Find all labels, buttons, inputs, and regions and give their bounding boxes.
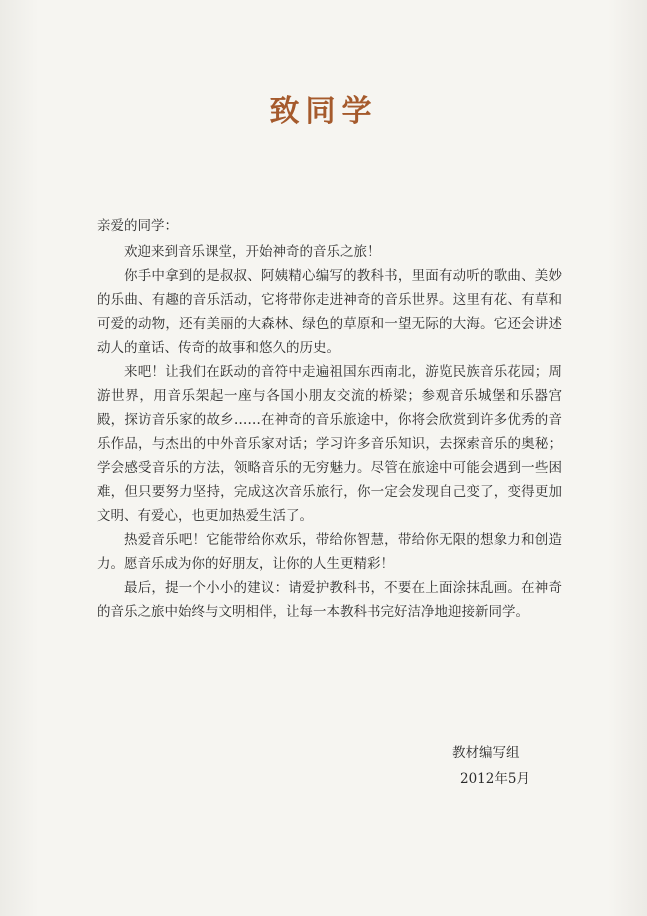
paragraph-music-journey: 来吧！让我们在跃动的音符中走遍祖国东西南北，游览民族音乐花园；周游世界，用音乐架起一座与各国小朋友交流的桥梁；参观音乐城堡和乐器宫殿，探访音乐家的故乡……在神奇的音乐旅途中，你将会欣赏到许多优秀的音乐作品，与杰出的中外音乐家对话；学习许多音乐知识，去探索音乐的奥秘；学会感受音乐的方法，领略音乐的无穷魅力。尽管在旅途中可能会遇到一些困难，但只要努力坚持，完成这次音乐旅行，你一定会发现自己变了，变得更加文明、有爱心，也更加热爱生活了。: [97, 364, 562, 524]
paragraph-textbook-intro: 你手中拿到的是叔叔、阿姨精心编写的教科书，里面有动听的歌曲、美妙的乐曲、有趣的音乐活动，它将带你走进神奇的音乐世界。这里有花、有草和可爱的动物，还有美丽的大森林、绿色的草原和一望无际的大海。它还会讲述动人的童话、传奇的故事和悠久的历史。: [97, 268, 562, 356]
signature-author: 教材编写组: [452, 745, 520, 761]
signature-block: [452, 740, 562, 792]
letter-title: 致同学: [269, 94, 378, 129]
letter-body: [97, 240, 562, 624]
paragraph-suggestion: 最后，提一个小小的建议：请爱护教科书，不要在上面涂抹乱画。在神奇的音乐之旅中始终与文明相伴，让每一本教科书完好洁净地迎接新同学。: [97, 580, 562, 620]
signature-date: 2012年5月: [460, 771, 530, 787]
paragraph-love-music: 热爱音乐吧！它能带给你欢乐，带给你智慧，带给你无限的想象力和创造力。愿音乐成为你的好朋友，让你的人生更精彩！: [97, 532, 562, 572]
salutation: 亲爱的同学：: [97, 218, 178, 234]
paragraph-welcome: 欢迎来到音乐课堂，开始神奇的音乐之旅！: [124, 244, 381, 260]
